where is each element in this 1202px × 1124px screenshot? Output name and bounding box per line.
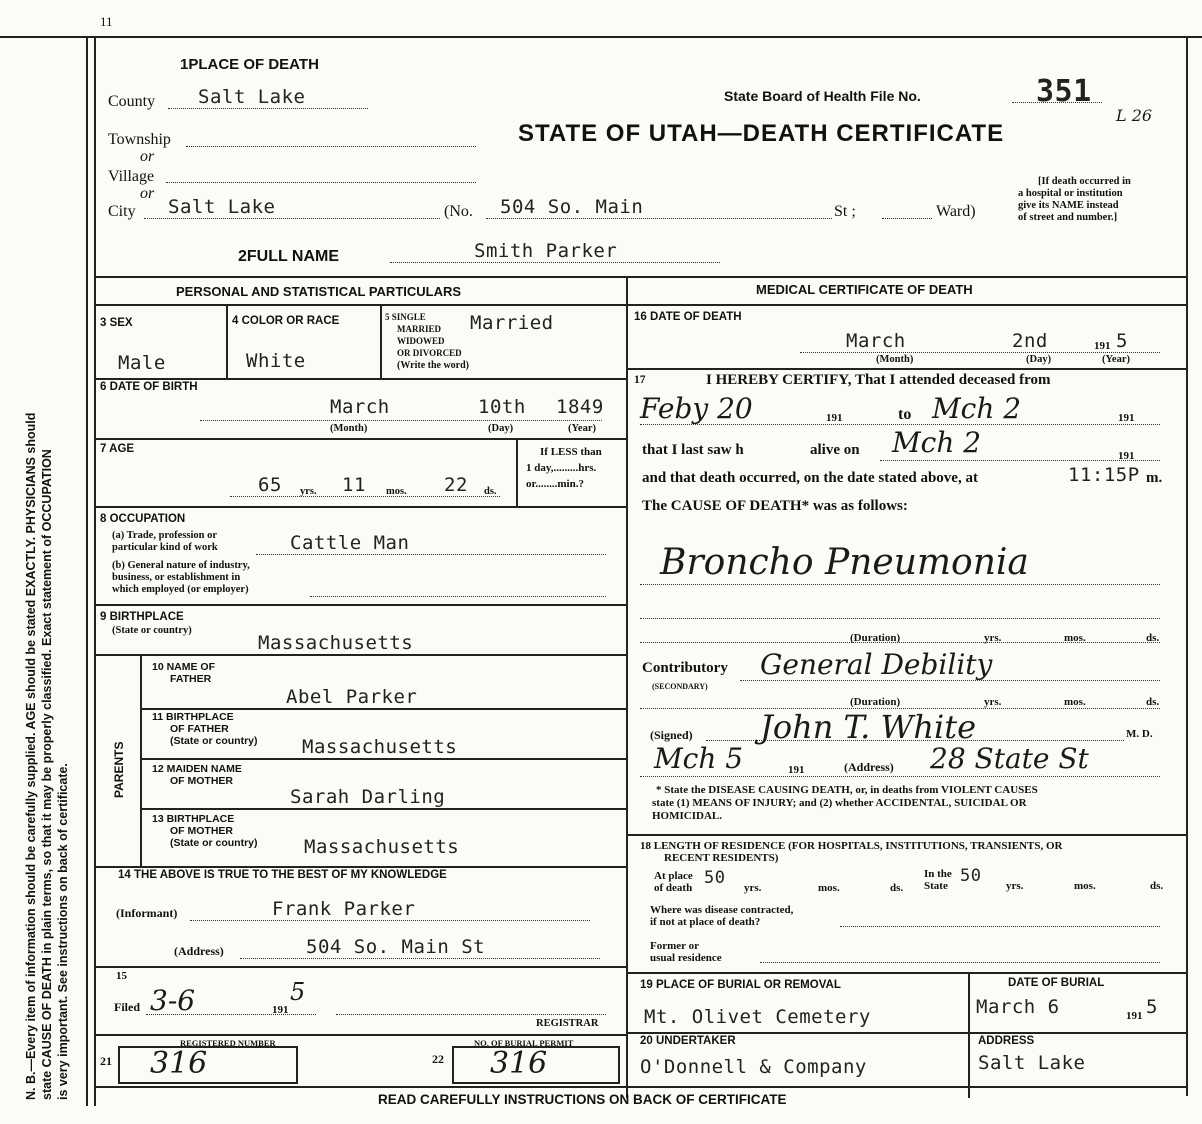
at-place-label-1: At place xyxy=(654,870,693,882)
county-value: Salt Lake xyxy=(198,86,306,108)
file-note: L 26 xyxy=(1116,106,1153,125)
marital-label-3: WIDOWED xyxy=(397,336,445,346)
attended-to-year-prefix: 191 xyxy=(1118,412,1135,424)
father-name-label-2: FATHER xyxy=(170,673,212,685)
age-years: 65 xyxy=(258,474,282,496)
former-residence-label-1: Former or xyxy=(650,940,699,952)
informant-label: (Informant) xyxy=(116,906,178,920)
contributory-cause: General Debility xyxy=(760,648,993,681)
death-month-caption: (Month) xyxy=(876,354,914,365)
file-number-label: State Board of Health File No. xyxy=(724,88,921,104)
alive-on-text: alive on xyxy=(810,442,860,458)
date-of-death-label: 16 DATE OF DEATH xyxy=(634,311,742,323)
signed-date: Mch 5 xyxy=(654,742,744,775)
residence-label-1: 18 LENGTH OF RESIDENCE (FOR HOSPITALS, INSTITUTIONS, TRANSIENTS, OR xyxy=(640,840,1063,852)
in-state-ds: ds. xyxy=(1150,880,1164,892)
outer-left-border xyxy=(94,36,96,1106)
last-saw-year-prefix: 191 xyxy=(1118,450,1135,462)
place-of-death-label: 1PLACE OF DEATH xyxy=(180,56,319,73)
mother-birthplace-label-1: 13 BIRTHPLACE xyxy=(152,813,235,825)
age-months: 11 xyxy=(342,474,366,496)
undertaker-label: 20 UNDERTAKER xyxy=(640,1035,736,1047)
age-yrs-caption: yrs. xyxy=(300,486,317,497)
attended-to: Mch 2 xyxy=(932,392,1022,425)
dob-day-caption: (Day) xyxy=(488,423,514,434)
death-day-caption: (Day) xyxy=(1026,354,1052,365)
filed-date: 3-6 xyxy=(150,984,196,1017)
dob-month-caption: (Month) xyxy=(330,423,368,434)
dob-year: 1849 xyxy=(556,396,604,418)
burial-date-value: March 6 xyxy=(976,996,1060,1018)
filed-year: 5 xyxy=(290,978,306,1006)
birthplace-value: Massachusetts xyxy=(258,632,414,654)
death-year-prefix: 191 xyxy=(1094,340,1111,352)
birthplace-caption: (State or country) xyxy=(112,625,192,636)
sex-label: 3 SEX xyxy=(100,317,133,329)
marital-label-5: (Write the word) xyxy=(397,360,470,371)
undertaker-address-value: Salt Lake xyxy=(978,1052,1086,1074)
in-state-years: 50 xyxy=(960,866,982,886)
mother-birthplace-label-2: OF MOTHER xyxy=(170,825,233,837)
occupation-b-line1: (b) General nature of industry, xyxy=(112,560,250,571)
to-label: to xyxy=(898,406,912,423)
township-label: Township xyxy=(108,131,171,148)
age-days: 22 xyxy=(444,474,468,496)
occupation-a-line2: particular kind of work xyxy=(112,542,218,553)
duration-ds-1: ds. xyxy=(1146,632,1160,644)
right-border xyxy=(1186,36,1188,1096)
occupation-a-line1: (a) Trade, profession or xyxy=(112,530,217,541)
in-state-yrs: yrs. xyxy=(1006,880,1024,892)
burial-permit-value: 316 xyxy=(490,1046,548,1081)
age-mos-caption: mos. xyxy=(386,486,407,497)
death-month: March xyxy=(846,330,906,352)
time-of-death: 11:15P xyxy=(1068,464,1140,486)
grid-top-line xyxy=(94,276,1188,278)
duration-ds-2: ds. xyxy=(1146,696,1160,708)
at-place-years: 50 xyxy=(704,868,726,888)
true-statement-label: 14 THE ABOVE IS TRUE TO THE BEST OF MY KNOWLEDGE xyxy=(118,869,447,881)
death-year: 5 xyxy=(1116,330,1128,352)
city-value: Salt Lake xyxy=(168,196,276,218)
father-name-label-1: 10 NAME OF xyxy=(152,661,216,673)
full-name-value: Smith Parker xyxy=(474,240,618,262)
side-note-line2: state CAUSE OF DEATH in plain terms, so that it may be properly classified. Exact statement of OCCUPATION xyxy=(40,449,54,1100)
file-number: 351 xyxy=(1036,74,1092,109)
birthplace-label: 9 BIRTHPLACE xyxy=(100,611,184,623)
hospital-note-2: a hospital or institution xyxy=(1018,188,1123,199)
occupation-label: 8 OCCUPATION xyxy=(100,513,186,525)
certificate-title: STATE OF UTAH—DEATH CERTIFICATE xyxy=(518,120,1005,147)
former-residence-label-2: usual residence xyxy=(650,952,722,964)
signed-year-prefix: 191 xyxy=(788,764,805,776)
in-state-label-1: In the xyxy=(924,868,952,880)
father-name-value: Abel Parker xyxy=(286,686,418,708)
duration-mos-2: mos. xyxy=(1064,696,1086,708)
informant-address-label: (Address) xyxy=(174,944,224,958)
right-section-header-line xyxy=(628,304,1188,306)
side-note-line1: N. B.—Every item of information should be carefully supplied. AGE should be stated EXACTLY. PHYSICIANS should xyxy=(24,412,38,1100)
registered-number-label: REGISTERED NUMBER xyxy=(180,1038,276,1048)
mother-birthplace-label-3: (State or country) xyxy=(170,837,258,849)
hospital-note-4: of street and number.] xyxy=(1018,212,1118,223)
md-label: M. D. xyxy=(1126,728,1153,740)
burial-year-prefix: 191 xyxy=(1126,1010,1143,1022)
burial-place-label: 19 PLACE OF BURIAL OR REMOVAL xyxy=(640,979,841,991)
in-state-label-2: State xyxy=(924,880,948,892)
contracted-label-2: if not at place of death? xyxy=(650,916,761,928)
burial-place-value: Mt. Olivet Cemetery xyxy=(644,1006,871,1028)
residence-label-2: RECENT RESIDENTS) xyxy=(664,852,779,864)
color-label: 4 COLOR OR RACE xyxy=(232,315,340,327)
dob-month: March xyxy=(330,396,390,418)
signed-label: (Signed) xyxy=(650,728,693,742)
duration-yrs-2: yrs. xyxy=(984,696,1002,708)
full-name-label: 2FULL NAME xyxy=(238,248,340,265)
father-birthplace-value: Massachusetts xyxy=(302,736,458,758)
duration-mos-1: mos. xyxy=(1064,632,1086,644)
mother-name-label-2: OF MOTHER xyxy=(170,775,233,787)
age-ds-caption: ds. xyxy=(484,486,497,497)
undertaker-value: O'Donnell & Company xyxy=(640,1056,867,1078)
dob-label: 6 DATE OF BIRTH xyxy=(100,381,198,393)
village-label: Village xyxy=(108,168,155,185)
county-label: County xyxy=(108,93,156,110)
hospital-note-3: give its NAME instead xyxy=(1018,200,1119,211)
footnote-line3: HOMICIDAL. xyxy=(652,810,722,822)
cause-label: The CAUSE OF DEATH* was as follows: xyxy=(642,498,908,514)
ward-label: Ward) xyxy=(936,203,976,220)
mother-birthplace-value: Massachusetts xyxy=(304,836,460,858)
informant-address-value: 504 So. Main St xyxy=(306,936,486,958)
burial-date-label: DATE OF BURIAL xyxy=(1008,977,1105,989)
in-state-mos: mos. xyxy=(1074,880,1096,892)
footnote-line1: * State the DISEASE CAUSING DEATH, or, in deaths from VIOLENT CAUSES xyxy=(656,784,1038,796)
death-occurred-text: and that death occurred, on the date stated above, at xyxy=(642,470,978,486)
item-22-number: 22 xyxy=(432,1052,444,1066)
contracted-label-1: Where was disease contracted, xyxy=(650,904,794,916)
city-label: City xyxy=(108,203,136,220)
occupation-value: Cattle Man xyxy=(290,532,410,554)
parents-label: PARENTS xyxy=(112,741,126,798)
last-saw-text: that I last saw h xyxy=(642,442,744,458)
physician-signature: John T. White xyxy=(760,708,976,746)
street-value: 504 So. Main xyxy=(500,196,644,218)
less-than-label-1: If LESS than xyxy=(540,446,602,458)
hospital-note-1: [If death occurred in xyxy=(1038,176,1131,187)
color-value: White xyxy=(246,350,306,372)
dob-year-caption: (Year) xyxy=(568,423,596,434)
at-place-ds: ds. xyxy=(890,882,904,894)
death-day: 2nd xyxy=(1012,330,1048,352)
medical-section-title: MEDICAL CERTIFICATE OF DEATH xyxy=(756,282,973,297)
filed-year-prefix: 191 xyxy=(272,1004,289,1016)
street-no-label: (No. xyxy=(444,203,473,220)
mother-name-label-1: 12 MAIDEN NAME xyxy=(152,763,242,775)
sex-value: Male xyxy=(118,352,166,374)
father-birthplace-label-2: OF FATHER xyxy=(170,723,229,735)
marital-label-4: OR DIVORCED xyxy=(397,348,462,358)
duration-label-2: (Duration) xyxy=(850,696,901,708)
marital-label-2: MARRIED xyxy=(397,324,441,334)
center-divider xyxy=(626,278,628,1098)
informant-value: Frank Parker xyxy=(272,898,416,920)
personal-section-title: PERSONAL AND STATISTICAL PARTICULARS xyxy=(176,284,462,299)
side-note-line3: is very important. See instructions on back of certificate. xyxy=(56,763,70,1100)
at-place-mos: mos. xyxy=(818,882,840,894)
st-label: St ; xyxy=(834,203,856,220)
registered-number-box xyxy=(118,1046,298,1084)
mother-name-value: Sarah Darling xyxy=(290,786,446,808)
filed-label: Filed xyxy=(114,1000,140,1014)
secondary-label: (SECONDARY) xyxy=(652,682,708,691)
burial-year: 5 xyxy=(1146,996,1158,1018)
duration-label-1: (Duration) xyxy=(850,632,901,644)
time-suffix: m. xyxy=(1146,470,1163,486)
contributory-label: Contributory xyxy=(642,660,728,676)
age-label: 7 AGE xyxy=(100,443,135,455)
footer-instructions: READ CAREFULLY INSTRUCTIONS ON BACK OF CERTIFICATE xyxy=(378,1092,787,1107)
duration-yrs-1: yrs. xyxy=(984,632,1002,644)
attended-from: Feby 20 xyxy=(640,392,753,425)
item-21-number: 21 xyxy=(100,1054,112,1068)
burial-permit-label: NO. OF BURIAL PERMIT xyxy=(474,1038,574,1048)
father-birthplace-label-3: (State or country) xyxy=(170,735,258,747)
father-birthplace-label-1: 11 BIRTHPLACE xyxy=(152,711,234,723)
cause-of-death: Broncho Pneumonia xyxy=(660,542,1029,583)
left-section-header-line xyxy=(94,304,626,306)
registrar-label: REGISTRAR xyxy=(536,1018,599,1029)
marital-value: Married xyxy=(470,312,554,334)
at-place-yrs: yrs. xyxy=(744,882,762,894)
item-15-number: 15 xyxy=(116,970,127,982)
death-year-caption: (Year) xyxy=(1102,354,1130,365)
less-than-label-3: or........min.? xyxy=(526,478,584,490)
item-17-number: 17 xyxy=(634,374,646,386)
top-border xyxy=(0,36,1202,38)
physician-address-label: (Address) xyxy=(844,760,894,774)
at-place-label-2: of death xyxy=(654,882,693,894)
occupation-b-line2: business, or establishment in xyxy=(112,572,241,583)
certify-text: I HEREBY CERTIFY, That I attended deceased from xyxy=(706,372,1051,388)
physician-address: 28 State St xyxy=(930,742,1089,775)
occupation-b-line3: which employed (or employer) xyxy=(112,584,249,595)
registered-number-value: 316 xyxy=(150,1046,208,1081)
footnote-line2: state (1) MEANS OF INJURY; and (2) whether ACCIDENTAL, SUICIDAL OR xyxy=(652,797,1027,809)
undertaker-address-label: ADDRESS xyxy=(978,1035,1035,1047)
or-label-2: or xyxy=(140,185,155,202)
left-margin-line xyxy=(86,36,88,1106)
marital-label-1: 5 SINGLE xyxy=(385,312,426,322)
or-label-1: or xyxy=(140,148,155,165)
dob-day: 10th xyxy=(478,396,526,418)
less-than-label-2: 1 day,.........hrs. xyxy=(526,462,597,474)
attended-from-year-prefix: 191 xyxy=(826,412,843,424)
corner-mark: 11 xyxy=(100,14,113,29)
last-saw-date: Mch 2 xyxy=(892,426,982,459)
